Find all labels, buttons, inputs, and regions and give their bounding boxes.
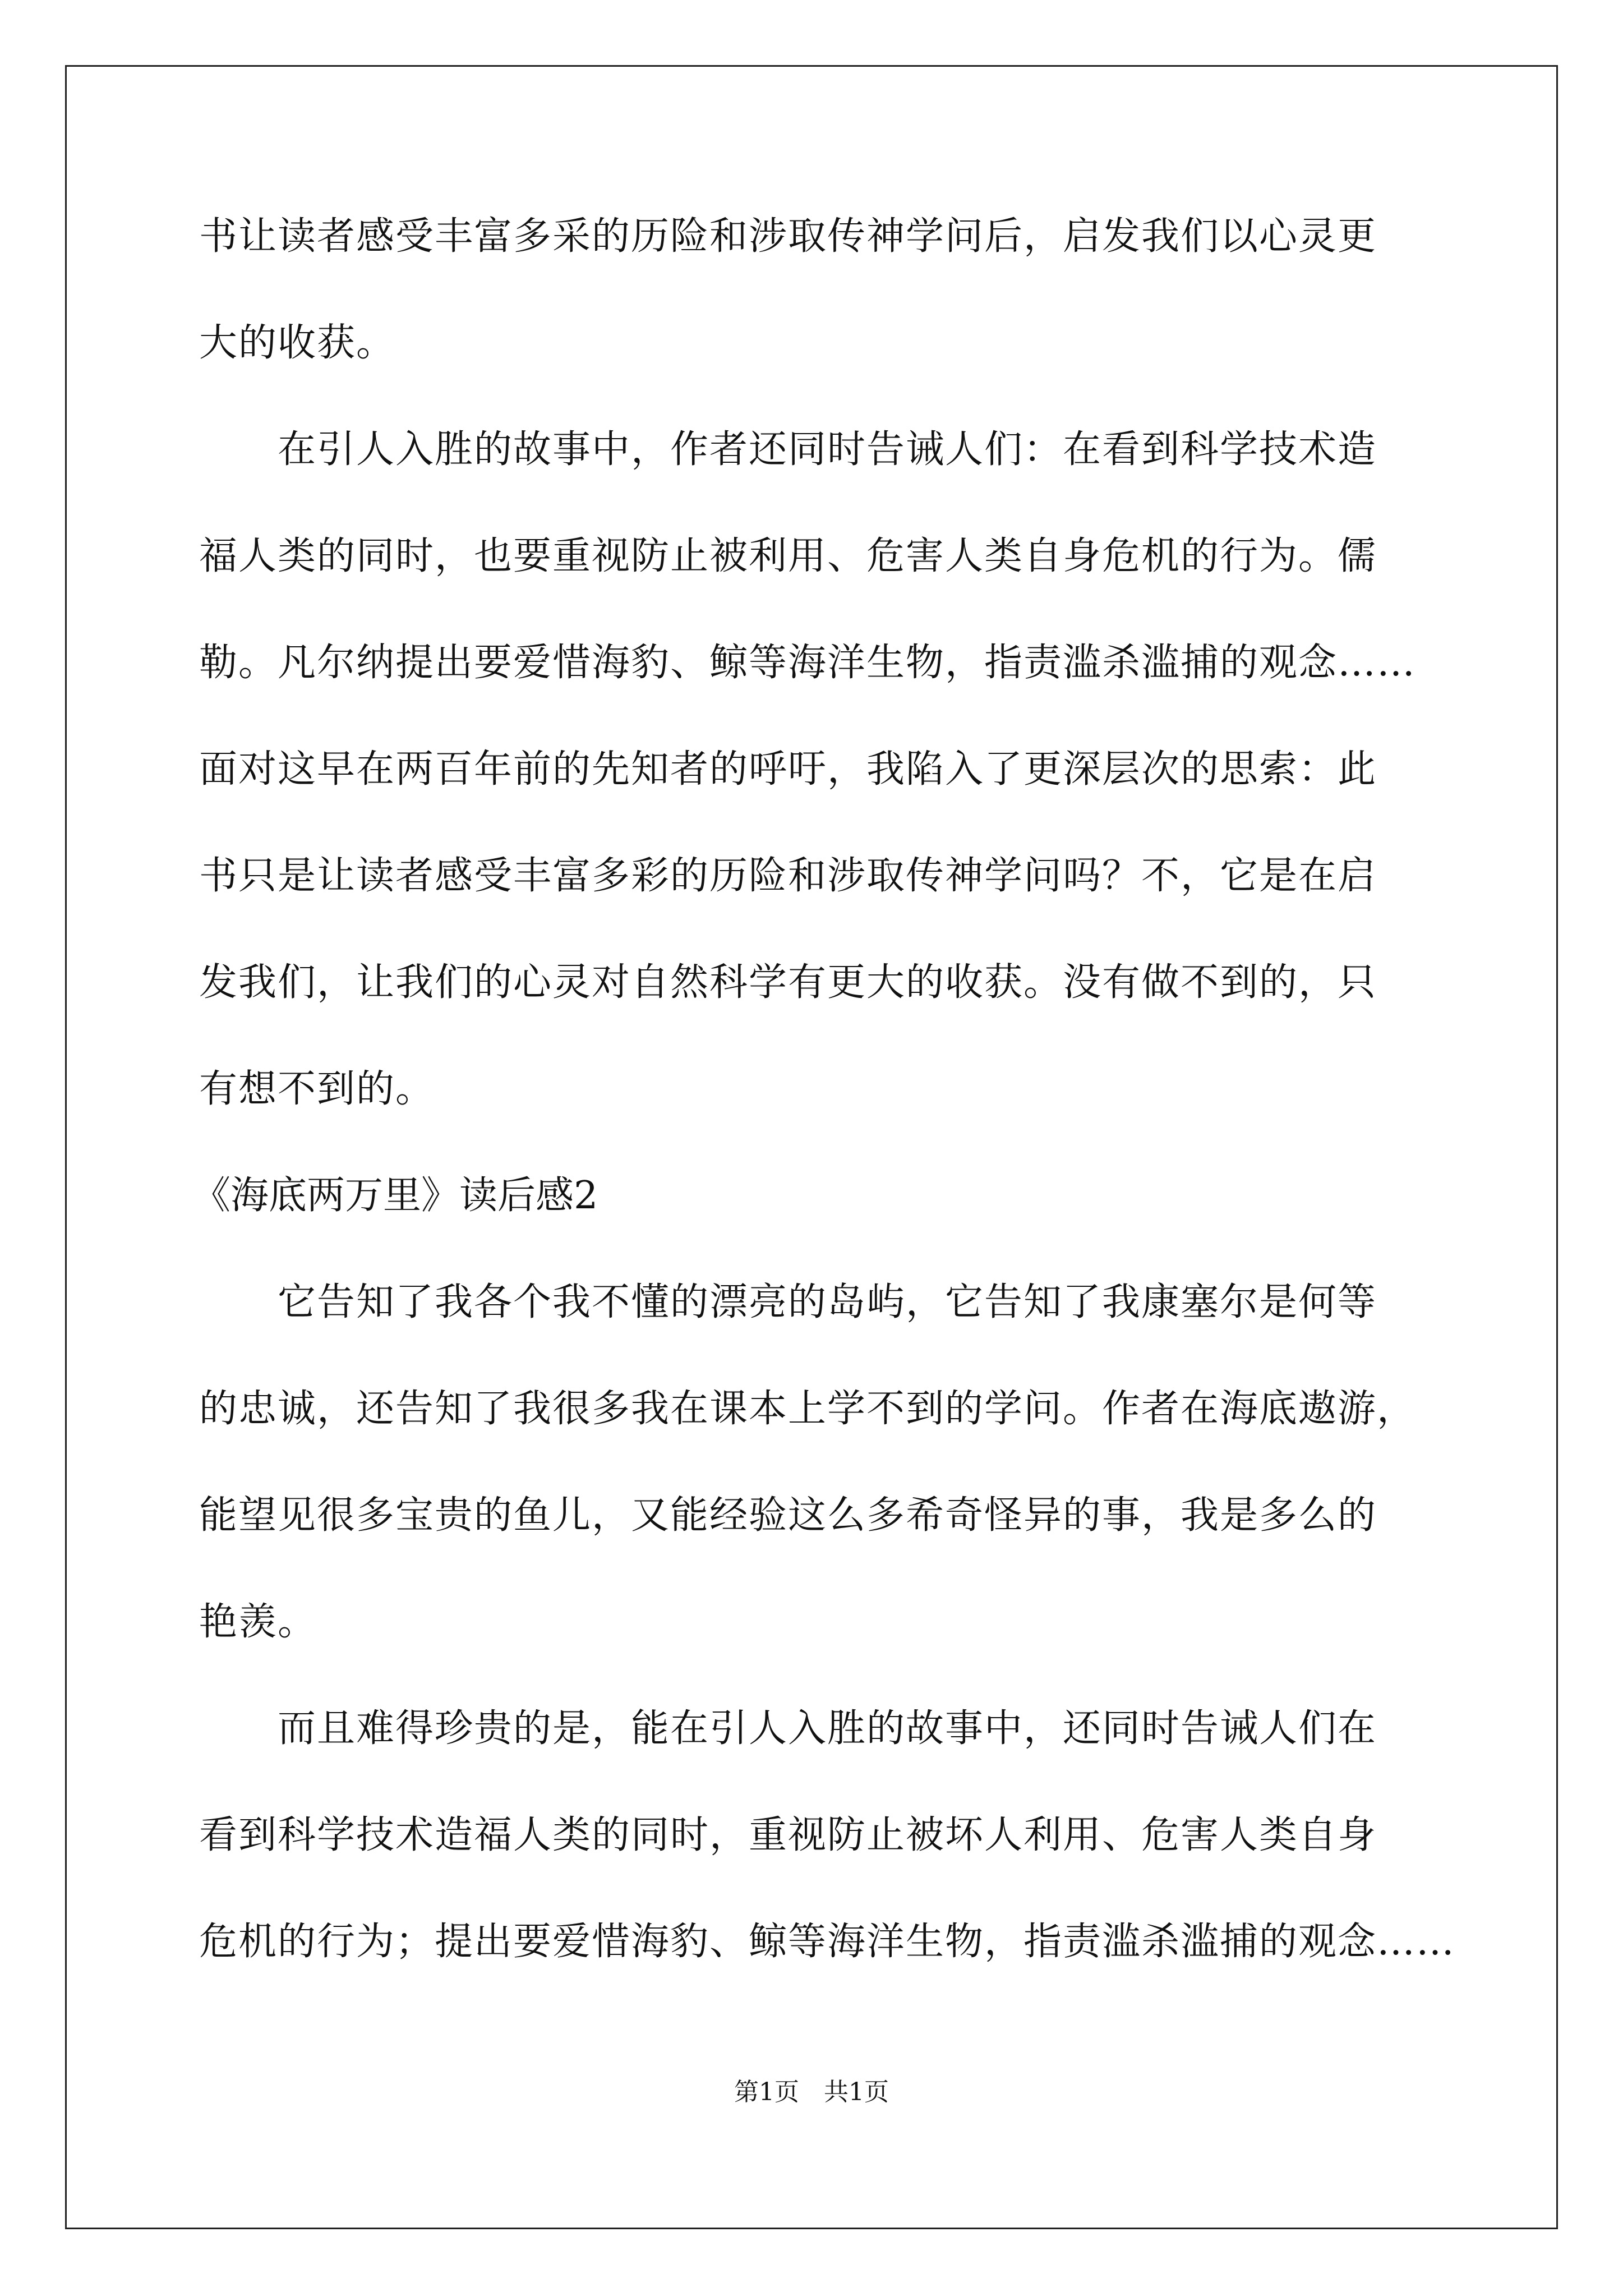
paragraph-line: 能望见很多宝贵的鱼儿，又能经验这么多希奇怪异的事，我是多么的 <box>199 1493 1377 1538</box>
paragraph-line: 书只是让读者感受丰富多彩的历险和涉取传神学问吗？不，它是在启 <box>199 854 1377 898</box>
paragraph-line: 的忠诚，还告知了我很多我在课本上学不到的学问。作者在海底遨游， <box>199 1387 1417 1431</box>
paragraph-line: 有想不到的。 <box>199 1067 435 1111</box>
paragraph-line: 福人类的同时，也要重视防止被利用、危害人类自身危机的行为。儒 <box>199 534 1377 578</box>
paragraph-line: 大的收获。 <box>199 321 396 365</box>
paragraph-line: 它告知了我各个我不懂的漂亮的岛屿，它告知了我康塞尔是何等 <box>278 1280 1377 1324</box>
paragraph-line: 在引人入胜的故事中，作者还同时告诫人们：在看到科学技术造 <box>278 427 1377 472</box>
paragraph-line: 艳羡。 <box>199 1600 317 1644</box>
paragraph-line: 看到科学技术造福人类的同时，重视防止被坏人利用、危害人类自身 <box>199 1813 1377 1857</box>
page-border <box>65 65 1558 2229</box>
paragraph-line: 危机的行为；提出要爱惜海豹、鲸等海洋生物，指责滥杀滥捕的观念…… <box>199 1920 1456 1964</box>
paragraph-line: 勒。凡尔纳提出要爱惜海豹、鲸等海洋生物，指责滥杀滥捕的观念…… <box>199 641 1417 685</box>
paragraph-line: 而且难得珍贵的是，能在引人入胜的故事中，还同时告诫人们在 <box>278 1706 1377 1751</box>
paragraph-line: 书让读者感受丰富多采的历险和涉取传神学问后，启发我们以心灵更 <box>199 214 1377 259</box>
paragraph-line: 发我们，让我们的心灵对自然科学有更大的收获。没有做不到的，只 <box>199 960 1377 1005</box>
paragraph-line: 面对这早在两百年前的先知者的呼吁，我陷入了更深层次的思索：此 <box>199 747 1377 792</box>
section-heading: 《海底两万里》读后感2 <box>192 1174 598 1218</box>
page-number-footer: 第1页 共1页 <box>734 2078 889 2106</box>
